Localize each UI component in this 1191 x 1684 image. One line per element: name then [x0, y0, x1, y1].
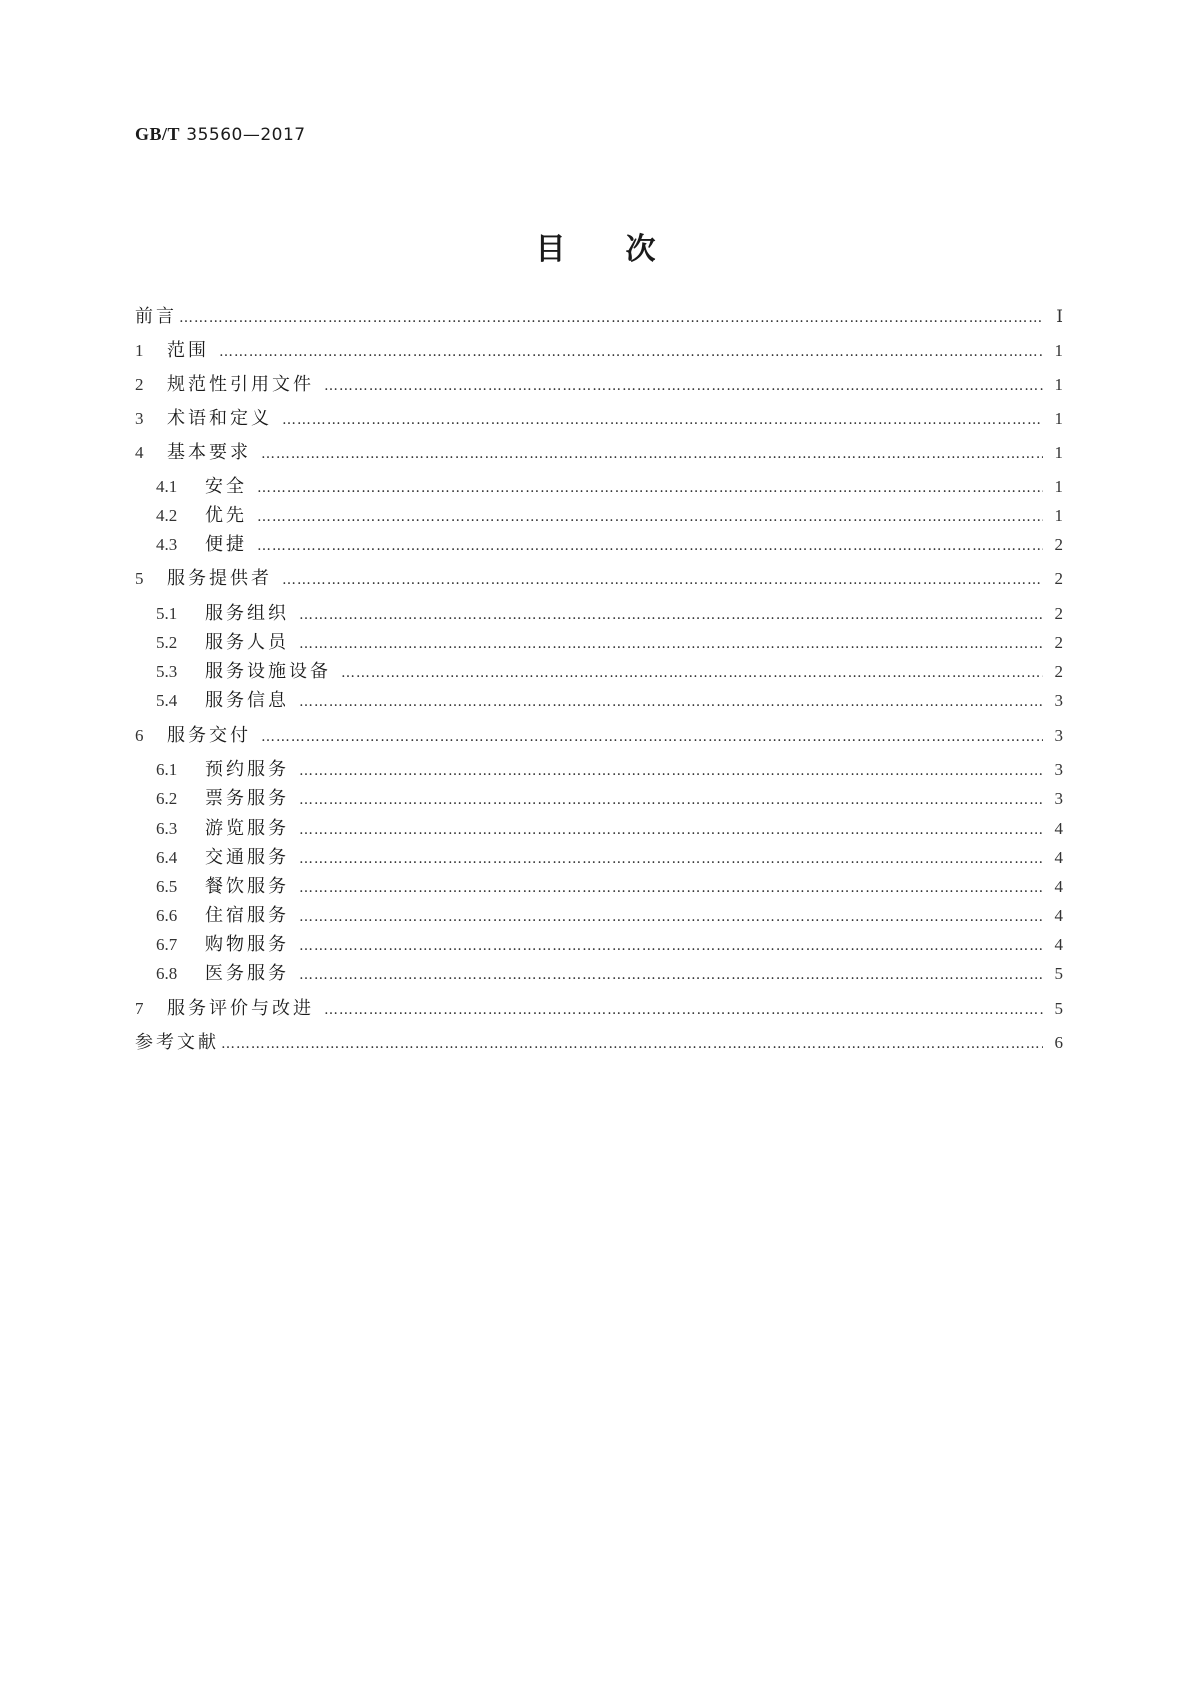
toc-entry-page: 2 [1054, 535, 1063, 554]
toc-leader-dots [179, 306, 1043, 330]
toc-entry-page: 1 [1054, 409, 1063, 428]
toc-leader-dots [221, 1032, 1043, 1056]
toc-leader-dots [261, 442, 1043, 466]
toc-entry-number: 5.2 [156, 633, 178, 652]
toc-entry-number: 4.3 [156, 535, 178, 554]
toc-leader-dots [299, 788, 1043, 812]
toc-entry-number: 1 [135, 341, 144, 360]
toc-entry-number: 5 [135, 569, 144, 588]
toc-entry-text: 范围 [167, 340, 209, 361]
toc-entry-text: 购物服务 [205, 934, 289, 955]
toc-entry-6-1[interactable] [156, 758, 1063, 782]
toc-entry-number: 6.7 [156, 935, 178, 954]
toc-leader-dots [299, 818, 1043, 842]
toc-entry-text: 前言 [135, 306, 177, 327]
toc-entry-6-8[interactable] [156, 962, 1063, 986]
toc-leader-dots [299, 690, 1043, 714]
toc-entry-text: 医务服务 [205, 963, 289, 984]
toc-leader-dots [299, 905, 1043, 929]
toc-entry-page: 2 [1054, 633, 1063, 652]
toc-entry-text: 交通服务 [205, 847, 289, 868]
toc-entry-5-4[interactable] [156, 689, 1063, 713]
toc-leader-dots [299, 847, 1043, 871]
toc-entry-page: 4 [1054, 877, 1063, 896]
toc-entry-text: 餐饮服务 [205, 876, 289, 897]
toc-entry-number: 5.1 [156, 604, 178, 623]
toc-entry-page: 1 [1054, 477, 1063, 496]
toc-leader-dots [282, 408, 1043, 432]
toc-entry-6-3[interactable] [156, 817, 1063, 841]
toc-entry-text: 安全 [205, 476, 247, 497]
toc-entry-4-1[interactable] [156, 475, 1063, 499]
toc-entry-5-1[interactable] [156, 602, 1063, 626]
standard-number: 35560—2017 [186, 125, 306, 145]
toc-entry-4[interactable] [135, 441, 1063, 465]
toc-entry-number: 4 [135, 443, 144, 462]
toc-leader-dots [257, 505, 1043, 529]
toc-entry-7[interactable] [135, 997, 1063, 1021]
toc-entry-page: 2 [1054, 569, 1063, 588]
toc-entry-page: 2 [1054, 662, 1063, 681]
toc-leader-dots [299, 603, 1043, 627]
toc-entry-text: 服务提供者 [167, 568, 272, 589]
toc-entry-6-5[interactable] [156, 875, 1063, 899]
toc-entry-number: 6.2 [156, 789, 178, 808]
toc-entry-6[interactable] [135, 724, 1063, 748]
toc-entry-5-2[interactable] [156, 631, 1063, 655]
toc-entry-page: 5 [1054, 964, 1063, 983]
toc-leader-dots [257, 534, 1043, 558]
toc-entry-page: 2 [1054, 604, 1063, 623]
toc-entry-text: 便捷 [205, 534, 247, 555]
toc-entry-6-7[interactable] [156, 933, 1063, 957]
toc-entry-page: 4 [1054, 935, 1063, 954]
toc-entry-page: 1 [1054, 506, 1063, 525]
toc-entry-4-2[interactable] [156, 504, 1063, 528]
toc-entry-6-4[interactable] [156, 846, 1063, 870]
toc-leader-dots [341, 661, 1043, 685]
standard-code: GB/T [135, 124, 181, 144]
toc-leader-dots [299, 934, 1043, 958]
toc-entry-6-6[interactable] [156, 904, 1063, 928]
toc-entry-6-2[interactable] [156, 787, 1063, 811]
toc-entry-number: 5.4 [156, 691, 178, 710]
toc-entry-page: 4 [1054, 848, 1063, 867]
toc-entry-text: 服务交付 [167, 725, 251, 746]
toc-entry-number: 6.6 [156, 906, 178, 925]
toc-entry-3[interactable] [135, 407, 1063, 431]
toc-entry-number: 6.1 [156, 760, 178, 779]
toc-leader-dots [257, 476, 1043, 500]
toc-entry-page: 3 [1054, 726, 1063, 745]
toc-entry-page: 1 [1054, 375, 1063, 394]
toc-entry-page: 3 [1054, 789, 1063, 808]
toc-leader-dots [324, 374, 1043, 398]
toc-entry-page: 5 [1054, 999, 1063, 1018]
toc-entry-page: 1 [1054, 443, 1063, 462]
toc-entry-text: 基本要求 [167, 442, 251, 463]
toc-entry-text: 服务组织 [205, 603, 289, 624]
toc-leader-dots [282, 568, 1043, 592]
page-title [0, 224, 1191, 268]
toc-entry-preface[interactable] [135, 305, 1063, 329]
toc-entry-bibliography[interactable] [135, 1031, 1063, 1055]
toc-entry-4-3[interactable] [156, 533, 1063, 557]
toc-entry-number: 4.2 [156, 506, 178, 525]
toc-entry-number: 6.3 [156, 819, 178, 838]
toc-entry-text: 票务服务 [205, 788, 289, 809]
toc-entry-2[interactable] [135, 373, 1063, 397]
toc-entry-text: 住宿服务 [205, 905, 289, 926]
toc-leader-dots [219, 340, 1043, 364]
standard-header [135, 124, 306, 145]
toc-entry-text: 术语和定义 [167, 408, 272, 429]
toc-entry-text: 服务设施设备 [205, 661, 331, 682]
toc-entry-number: 5.3 [156, 662, 178, 681]
toc-entry-number: 6.4 [156, 848, 178, 867]
toc-entry-page: 1 [1054, 341, 1063, 360]
toc-entry-number: 6.8 [156, 964, 178, 983]
toc-entry-text: 服务人员 [205, 632, 289, 653]
toc-entry-text: 参考文献 [135, 1032, 219, 1053]
toc-entry-page: 3 [1054, 691, 1063, 710]
toc-entry-number: 6 [135, 726, 144, 745]
toc-leader-dots [299, 632, 1043, 656]
toc-entry-1[interactable] [135, 339, 1063, 363]
toc-entry-number: 2 [135, 375, 144, 394]
toc-entry-text: 服务评价与改进 [167, 998, 314, 1019]
toc-leader-dots [299, 876, 1043, 900]
toc-entry-page: 6 [1054, 1033, 1063, 1052]
toc-entry-text: 规范性引用文件 [167, 374, 314, 395]
toc-entry-page: Ⅰ [1056, 307, 1063, 326]
toc-entry-text: 预约服务 [205, 759, 289, 780]
toc-entry-number: 3 [135, 409, 144, 428]
title-char-2: 次 [625, 232, 656, 267]
toc-entry-page: 4 [1054, 906, 1063, 925]
toc-leader-dots [324, 998, 1043, 1022]
toc-entry-page: 4 [1054, 819, 1063, 838]
title-char-1: 目 [535, 232, 566, 267]
toc-entry-text: 优先 [205, 505, 247, 526]
toc-entry-page: 3 [1054, 760, 1063, 779]
toc-leader-dots [261, 725, 1043, 749]
toc-entry-number: 4.1 [156, 477, 178, 496]
toc-entry-5[interactable] [135, 567, 1063, 591]
toc-leader-dots [299, 759, 1043, 783]
toc-entry-number: 6.5 [156, 877, 178, 896]
toc-leader-dots [299, 963, 1043, 987]
toc-entry-5-3[interactable] [156, 660, 1063, 684]
toc-entry-text: 游览服务 [205, 818, 289, 839]
toc-entry-number: 7 [135, 999, 144, 1018]
toc-entry-text: 服务信息 [205, 690, 289, 711]
